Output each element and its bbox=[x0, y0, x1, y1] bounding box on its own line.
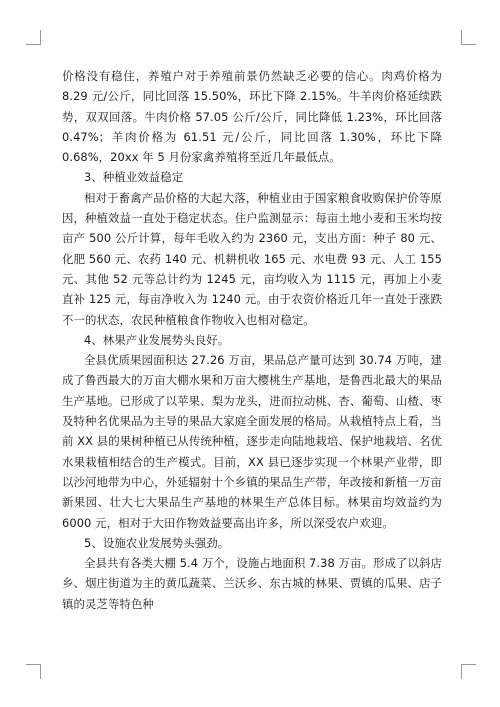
paragraph-livestock-prices: 价格没有稳住，养殖户对于养殖前景仍然缺乏必要的信心。肉鸡价格为 8.29 元/公斤，同比回落 15.50%，环比下降 2.15%。牛羊肉价格延续跌势，双双回落。牛肉价格 57.05 公斤/公斤，同比降低 1.23%，环比回落 0.47%；羊肉价格为 61.51 元/公斤，同比回落 1.30%，环比下降 0.68%，20xx 年 5 月份家禽养殖将至近几年最低点。 bbox=[62, 69, 442, 165]
paragraph-forestry-fruit: 全县优质果园面积达 27.26 万亩，果品总产量可达到 30.74 万吨，建成了鲁西最大的万亩大棚水果和万亩大樱桃生产基地，是鲁西北最大的果品生产基地。已形成了以苹果、梨为龙头，进而拉动桃、杏、葡萄、山楂、枣及特种名优果品为主导的果品大家庭全面发展的格局。从栽植特点上看，当前 XX 县的果树种植已从传统种植，逐步走向陆地栽培、保护地栽培、名优水果栽植相结合的生产模式。目前，XX 县已逐步实现一个林果产业带，即以沙河地带为中心，外延辐射十个乡镇的果品生产带，年改接和新植一万亩新果园、壮大七大果品生产基地的林果生产总体目标。林果亩均效益约为 6000 元，相对于大田作物效益要高出许多，所以深受农户欢迎。 bbox=[62, 353, 442, 530]
page-corner-mark-bottom-right bbox=[461, 664, 476, 679]
section-heading-4: 4、林果产业发展势头良好。 bbox=[84, 332, 230, 347]
section-heading-5: 5、设施农业发展势头强劲。 bbox=[84, 535, 230, 550]
paragraph-greenhouse: 全县共有各类大棚 5.4 万个，设施占地面积 7.38 万亩。形成了以斜店乡、烟庄街道为主的黄瓜蔬菜、兰沃乡、东古城的林果、贾镇的瓜果、店子镇的灵芝等特色种 bbox=[62, 556, 442, 611]
paragraph-crop-benefits: 相对于畜禽产品价格的大起大落，种植业由于国家粮食收购保护价等原因，种植效益一直处于稳定状态。住户监测显示：每亩土地小麦和玉米均按亩产 500 公斤计算，每年毛收入约为 2360 元，支出方面：种子 80 元、化肥 560 元、农药 140 元、机耕机收 165 元、水电费 93 元、人工 155 元、其他 52 元等总计约为 1245 元，亩均收入为 1115 元，再加上小麦直补 125 元，每亩净收入为 1240 元。由于农资价格近几年一直处于涨跌不一的状态，农民种植粮食作物收入也相对稳定。 bbox=[62, 190, 442, 327]
document-page bbox=[62, 66, 442, 614]
page-corner-mark-top-right bbox=[461, 30, 476, 45]
page-corner-mark-bottom-left bbox=[26, 664, 41, 679]
section-heading-3: 3、种植业效益稳定 bbox=[84, 170, 184, 185]
page-corner-mark-top-left bbox=[26, 30, 41, 45]
